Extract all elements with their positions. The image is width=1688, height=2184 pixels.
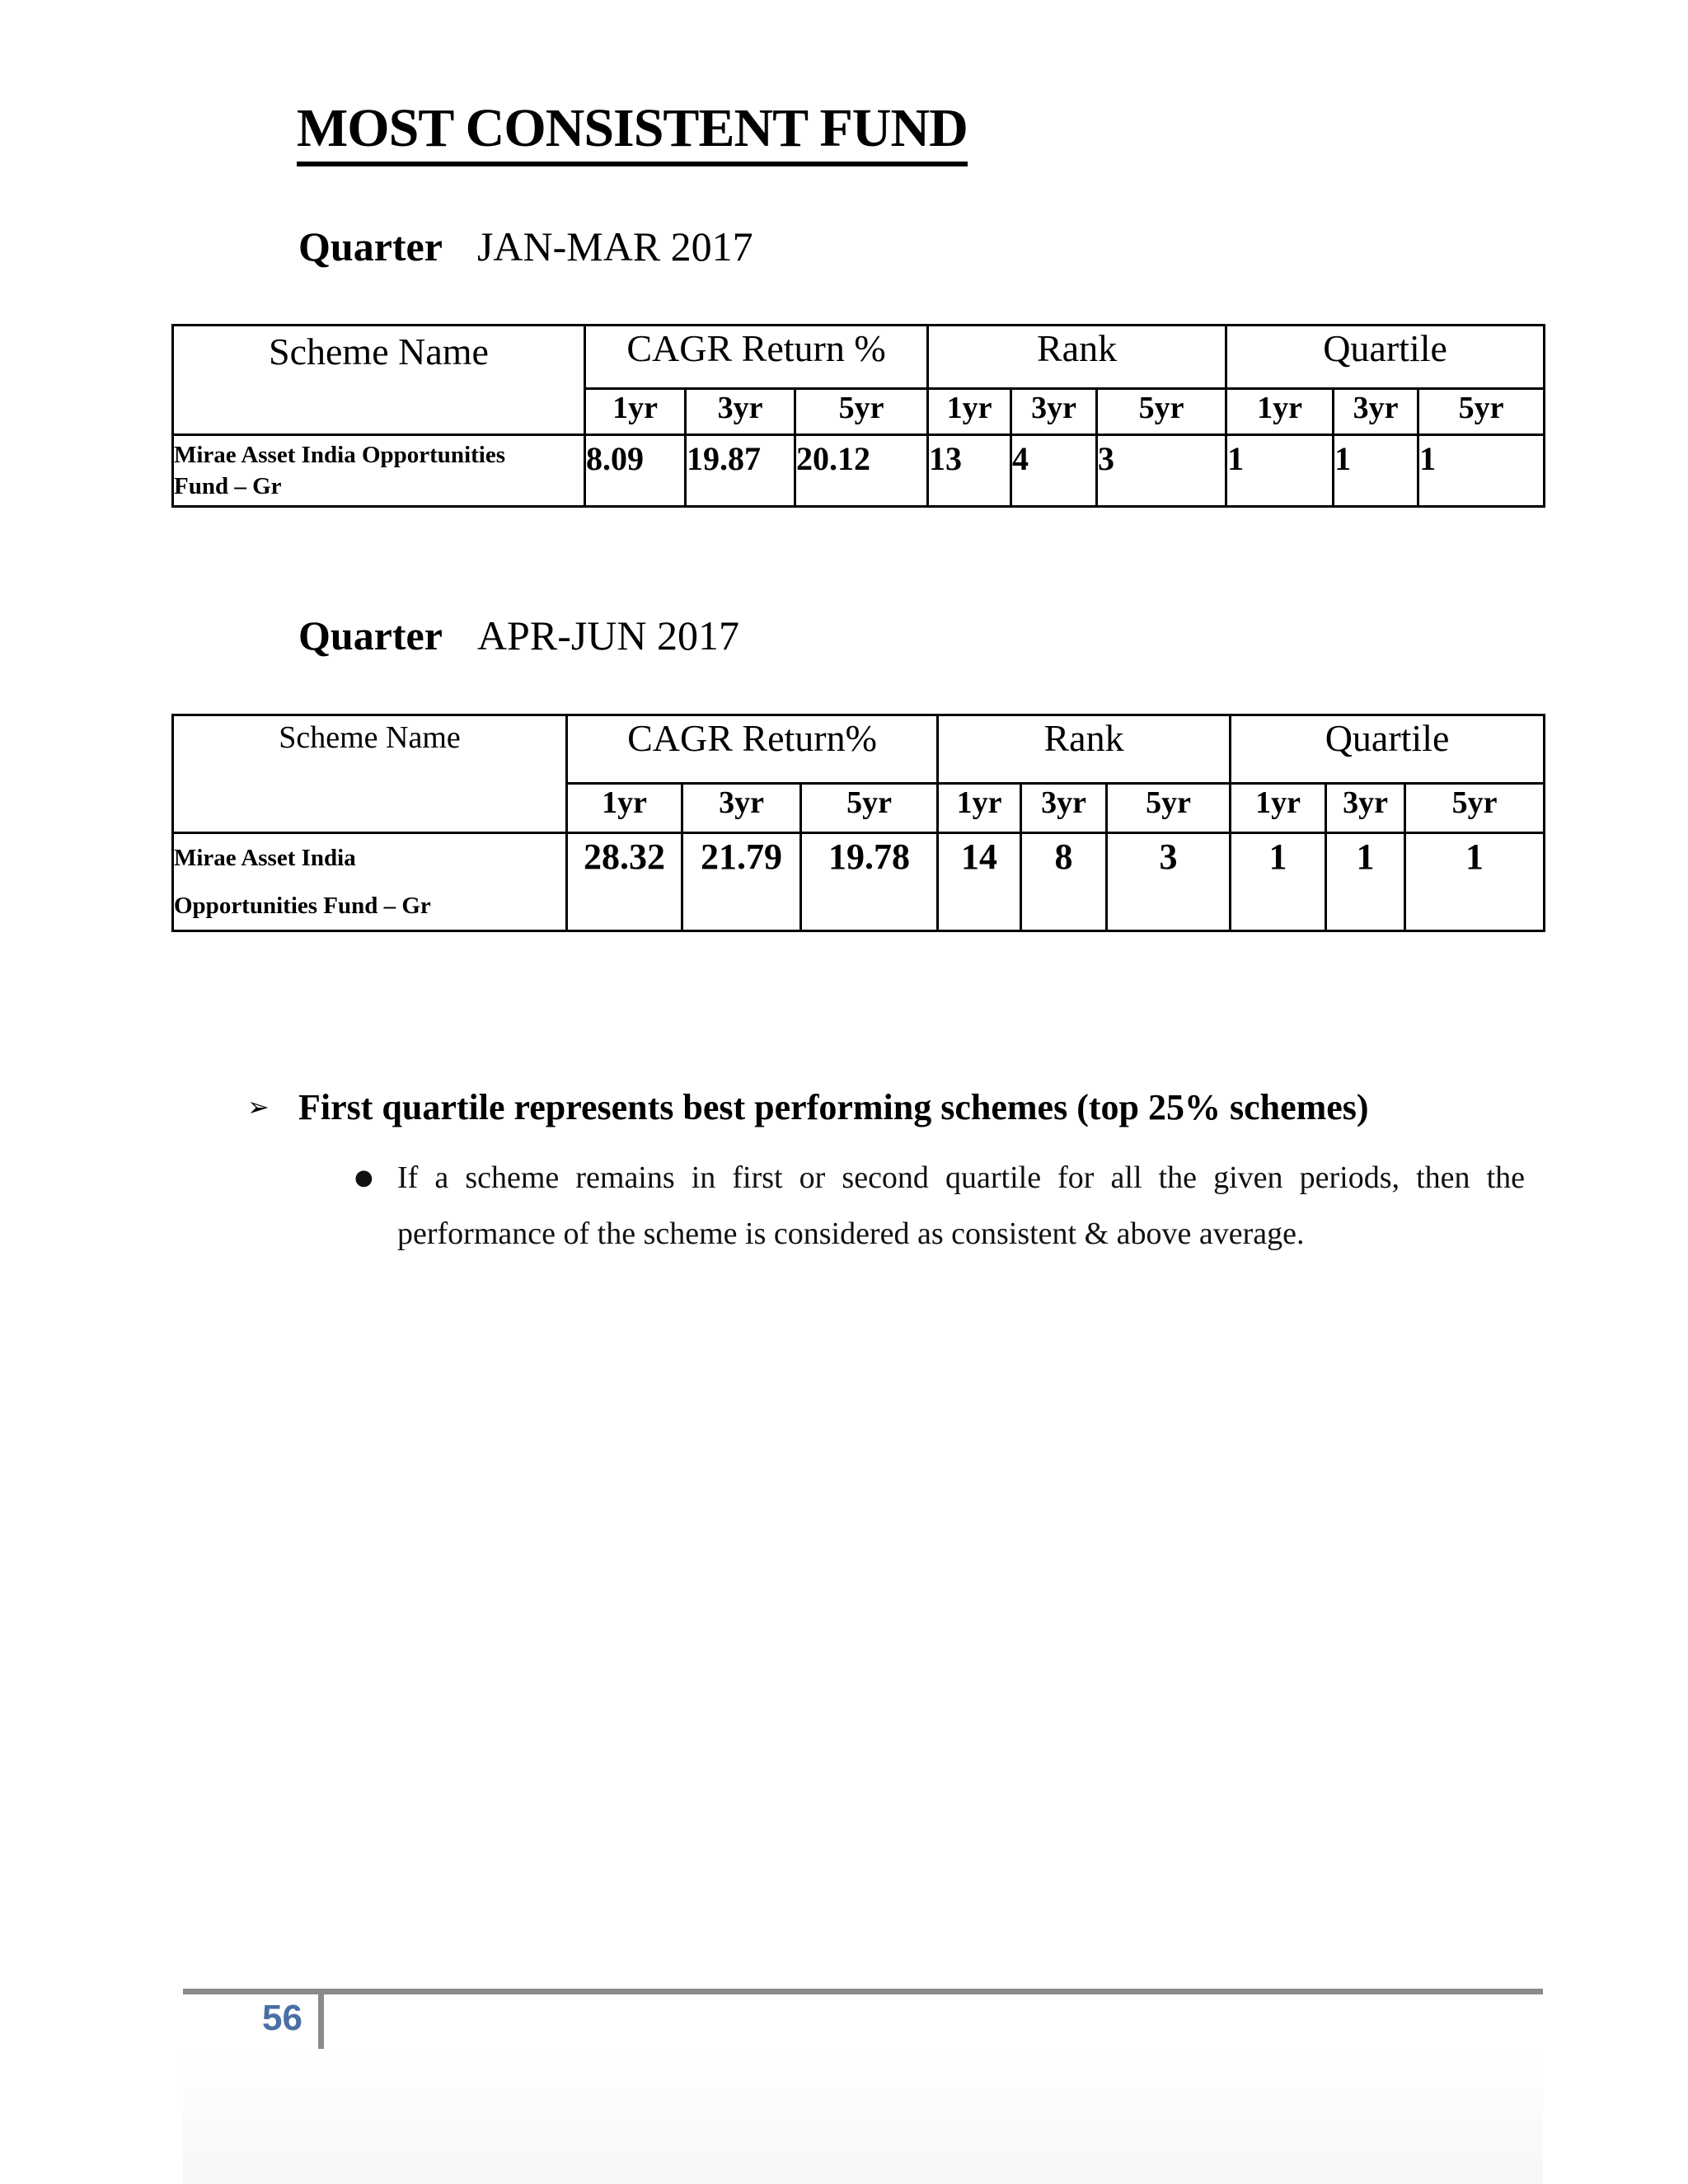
period-header: 1yr bbox=[938, 784, 1021, 833]
period-header: 1yr bbox=[567, 784, 682, 833]
fund-name-cell bbox=[173, 833, 567, 931]
header-rank: Rank bbox=[928, 326, 1226, 389]
quarter-label: Quarter bbox=[298, 612, 443, 658]
performance-table-q2 bbox=[171, 714, 1545, 932]
rank-1yr-value: 13 bbox=[928, 435, 1011, 507]
period-header: 3yr bbox=[1326, 784, 1405, 833]
fund-name-line: Fund – Gr bbox=[174, 473, 282, 499]
quartile-1yr-value: 1 bbox=[1231, 833, 1326, 931]
cagr-3yr-value: 19.87 bbox=[686, 435, 795, 507]
rank-5yr-value: 3 bbox=[1097, 435, 1226, 507]
fund-name-cell bbox=[173, 435, 585, 507]
note-main bbox=[247, 1086, 1369, 1128]
fund-name-line: Mirae Asset India Opportunities bbox=[174, 442, 505, 468]
quarter-heading-1 bbox=[298, 223, 753, 270]
period-header: 5yr bbox=[1418, 389, 1545, 435]
header-scheme-name: Scheme Name bbox=[173, 326, 585, 435]
period-header: 5yr bbox=[1107, 784, 1231, 833]
period-header: 5yr bbox=[801, 784, 938, 833]
quartile-5yr-value: 1 bbox=[1418, 435, 1545, 507]
note-sub-text: If a scheme remains in first or second quartile for all the given periods, then the performance of the scheme is considered as consistent & above average. bbox=[397, 1160, 1525, 1251]
note-main-text: First quartile represents best performing schemes (top 25% schemes) bbox=[298, 1087, 1369, 1127]
fund-name-line: Opportunities Fund – Gr bbox=[174, 893, 431, 919]
rank-1yr-value: 14 bbox=[938, 833, 1021, 931]
dot-bullet-icon: ● bbox=[354, 1165, 373, 1190]
quartile-1yr-value: 1 bbox=[1226, 435, 1334, 507]
cagr-1yr-value: 8.09 bbox=[585, 435, 686, 507]
quarter-period: APR-JUN 2017 bbox=[476, 612, 740, 658]
period-header: 3yr bbox=[1011, 389, 1097, 435]
quartile-5yr-value: 1 bbox=[1405, 833, 1545, 931]
footer-rule bbox=[183, 1989, 1543, 1994]
header-cagr: CAGR Return% bbox=[567, 715, 938, 784]
period-header: 1yr bbox=[1226, 389, 1334, 435]
header-rank: Rank bbox=[938, 715, 1231, 784]
performance-table-q1 bbox=[171, 324, 1545, 508]
page-number: 56 bbox=[262, 1998, 302, 2038]
period-header: 3yr bbox=[1021, 784, 1107, 833]
rank-3yr-value: 8 bbox=[1021, 833, 1107, 931]
period-header: 5yr bbox=[1097, 389, 1226, 435]
period-header: 3yr bbox=[686, 389, 795, 435]
page-title: MOST CONSISTENT FUND bbox=[297, 97, 968, 166]
quarter-period: JAN-MAR 2017 bbox=[476, 223, 753, 269]
period-header: 3yr bbox=[682, 784, 801, 833]
table-row bbox=[173, 435, 1545, 507]
header-cagr: CAGR Return % bbox=[585, 326, 928, 389]
period-header: 5yr bbox=[795, 389, 928, 435]
period-header: 5yr bbox=[1405, 784, 1545, 833]
footer-separator bbox=[318, 1994, 324, 2049]
quarter-heading-2 bbox=[298, 612, 739, 659]
period-header: 1yr bbox=[585, 389, 686, 435]
rank-5yr-value: 3 bbox=[1107, 833, 1231, 931]
rank-3yr-value: 4 bbox=[1011, 435, 1097, 507]
quarter-label: Quarter bbox=[298, 223, 443, 269]
cagr-5yr-value: 19.78 bbox=[801, 833, 938, 931]
cagr-1yr-value: 28.32 bbox=[567, 833, 682, 931]
header-quartile: Quartile bbox=[1226, 326, 1545, 389]
quartile-3yr-value: 1 bbox=[1334, 435, 1418, 507]
fund-name-line: Mirae Asset India bbox=[174, 845, 356, 871]
cagr-3yr-value: 21.79 bbox=[682, 833, 801, 931]
period-header: 3yr bbox=[1334, 389, 1418, 435]
table-row bbox=[173, 833, 1545, 931]
header-quartile: Quartile bbox=[1231, 715, 1545, 784]
header-scheme-name: Scheme Name bbox=[173, 715, 567, 833]
period-header: 1yr bbox=[928, 389, 1011, 435]
note-sub bbox=[354, 1150, 1525, 1262]
quartile-3yr-value: 1 bbox=[1326, 833, 1405, 931]
cagr-5yr-value: 20.12 bbox=[795, 435, 928, 507]
arrow-bullet-icon: ➢ bbox=[247, 1091, 270, 1122]
footer-shade bbox=[183, 2049, 1543, 2184]
period-header: 1yr bbox=[1231, 784, 1326, 833]
